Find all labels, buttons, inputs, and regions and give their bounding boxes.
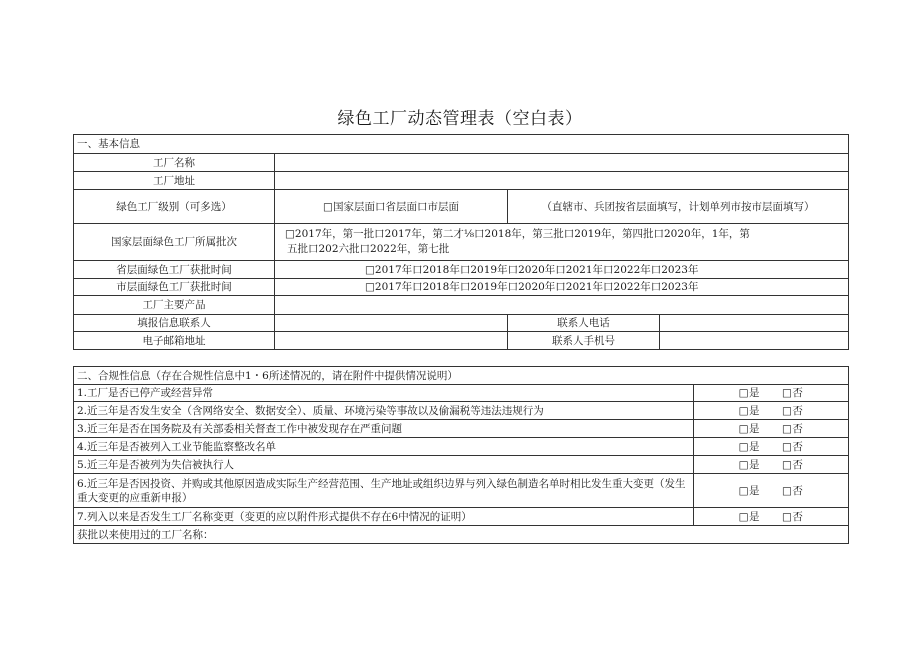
no-checkbox[interactable]: □否 xyxy=(782,458,804,471)
provincial-time-label: 省层面绿色工厂获批时间 xyxy=(74,261,275,279)
yes-checkbox[interactable]: □是 xyxy=(738,404,760,417)
main-products-field[interactable] xyxy=(275,296,849,315)
compliance-item-3: 3.近三年是否在国务院及有关部委相关督查工作中被发现存在严重问题 xyxy=(74,420,694,438)
yes-checkbox[interactable]: □是 xyxy=(738,440,760,453)
factory-name-field[interactable] xyxy=(275,154,849,172)
compliance-choice-2[interactable] xyxy=(694,402,849,420)
yes-checkbox[interactable]: □是 xyxy=(738,387,760,399)
yes-checkbox[interactable]: □是 xyxy=(738,458,760,471)
level-note: （直辖市、兵团按省层面填写，计划单列市按市层面填写） xyxy=(508,190,849,224)
former-names-field[interactable]: 获批以来使用过的工厂名称： xyxy=(74,526,849,544)
compliance-choice-6[interactable] xyxy=(694,474,849,508)
factory-address-label: 工厂地址 xyxy=(74,172,275,190)
compliance-choice-3[interactable] xyxy=(694,420,849,438)
no-checkbox[interactable]: □否 xyxy=(782,440,804,453)
compliance-table xyxy=(73,366,849,544)
compliance-choice-4[interactable] xyxy=(694,438,849,456)
yes-checkbox[interactable]: □是 xyxy=(738,510,760,523)
no-checkbox[interactable]: □否 xyxy=(782,422,804,435)
contact-label: 填报信息联系人 xyxy=(74,315,275,332)
no-checkbox[interactable]: □否 xyxy=(782,387,804,399)
contact-field[interactable] xyxy=(275,315,508,332)
compliance-item-1: 1.工厂是否已停产或经营异常 xyxy=(74,385,694,402)
compliance-choice-1[interactable] xyxy=(694,385,849,402)
phone-label: 联系人电话 xyxy=(508,315,660,332)
level-options[interactable]: □国家层面口省层面口市层面 xyxy=(275,190,508,224)
no-checkbox[interactable]: □否 xyxy=(782,404,804,417)
provincial-time-options[interactable]: □2017年口2018年口2019年口2020年口2021年口2022年口2023年 xyxy=(275,261,849,279)
email-label: 电子邮箱地址 xyxy=(74,332,275,350)
mobile-label: 联系人手机号 xyxy=(508,332,660,350)
compliance-item-6: 6.近三年是否因投资、并购或其他原因造成实际生产经营范围、生产地址或组织边界与列入绿色制造名单时相比发生重大变更（发生重大变更的应重新申报） xyxy=(74,474,694,508)
compliance-item-7: 7.列入以来是否发生工厂名称变更（变更的应以附件形式提供不存在6中情况的证明） xyxy=(74,508,694,526)
no-checkbox[interactable]: □否 xyxy=(782,484,804,497)
compliance-item-2: 2.近三年是否发生安全（含网络安全、数据安全）、质量、环境污染等事故以及偷漏税等违法违规行为 xyxy=(74,402,694,420)
level-label: 绿色工厂级别（可多选） xyxy=(74,190,275,224)
yes-checkbox[interactable]: □是 xyxy=(738,484,760,497)
factory-name-label: 工厂名称 xyxy=(74,154,275,172)
phone-field[interactable] xyxy=(660,315,849,332)
yes-checkbox[interactable]: □是 xyxy=(738,422,760,435)
compliance-choice-7[interactable] xyxy=(694,508,849,526)
section-header-compliance: 二、合规性信息（存在合规性信息中1・6所述情况的，请在附件中提供情况说明） xyxy=(74,367,849,385)
city-time-label: 市层面绿色工厂获批时间 xyxy=(74,279,275,296)
main-products-label: 工厂主要产品 xyxy=(74,296,275,315)
city-time-options[interactable]: □2017年口2018年口2019年口2020年口2021年口2022年口2023年 xyxy=(275,279,849,296)
national-batch-label: 国家层面绿色工厂所属批次 xyxy=(74,224,275,261)
section-header-basic: 一、基本信息 xyxy=(74,135,849,154)
national-batch-line2: 五批口202六批口2022年，第七批 xyxy=(287,243,450,255)
compliance-item-5: 5.近三年是否被列为失信被执行人 xyxy=(74,456,694,474)
compliance-choice-5[interactable] xyxy=(694,456,849,474)
national-batch-options[interactable] xyxy=(275,224,849,261)
no-checkbox[interactable]: □否 xyxy=(782,510,804,523)
national-batch-line1: □2017年，第一批口2017年，第二才⅛口2018年，第三批口2019年，第四批口2020年，1年，第 xyxy=(285,228,750,240)
basic-info-table xyxy=(73,134,849,350)
mobile-field[interactable] xyxy=(660,332,849,350)
page-title: 绿色工厂动态管理表（空白表） xyxy=(337,109,583,129)
email-field[interactable] xyxy=(275,332,508,350)
compliance-item-4: 4.近三年是否被列入工业节能监察整改名单 xyxy=(74,438,694,456)
factory-address-field[interactable] xyxy=(275,172,849,190)
